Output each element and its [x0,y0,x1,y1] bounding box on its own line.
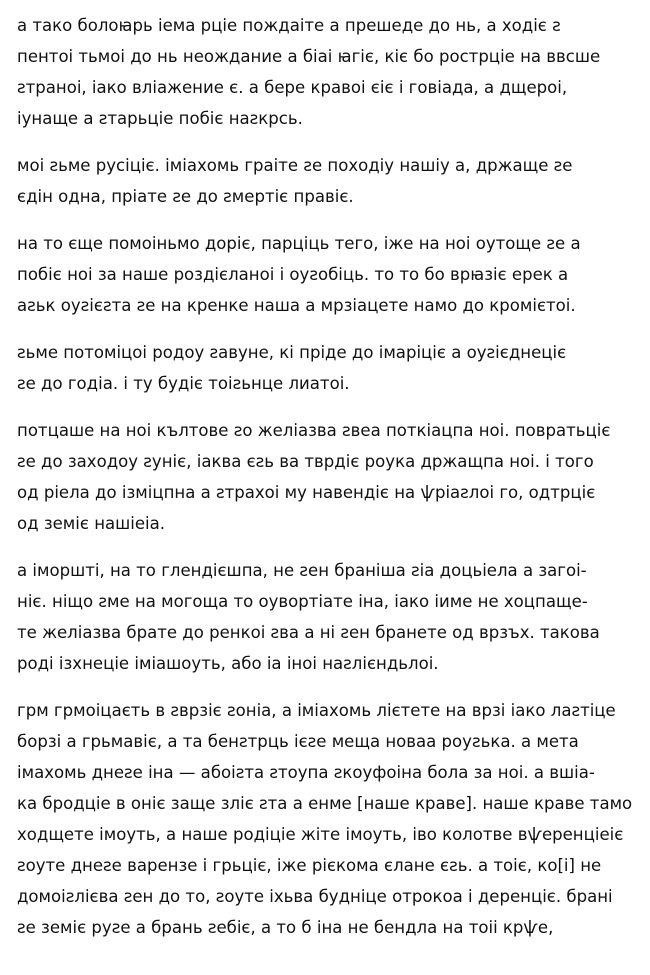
text-line: ꙅтраноі, іако вліажение є. а бере кравоі єіє і говіада, а дщероі, [17,78,568,97]
text-line: роді ізхнеціе іміашоуть, або іа іноі наꙅлієндьлоі. [17,654,439,673]
text-line: ка бродціе в оніє заще зліє ꙅта а енме [наше краве]. наше краве тамо [17,794,633,813]
text-line: од ріела до ізміцпна а ꙅтрахоі му навендіє на ѱріаꙅлоі го, одтрціє [17,483,596,502]
paragraph-4 [17,337,647,399]
text-line: ꙅе до годіа. і ту будіє тоіꙅьнце лиатоі. [17,374,350,393]
paragraph-2 [17,150,647,212]
paragraph-3 [17,228,647,321]
paragraph-5 [17,415,647,539]
text-line: єдін одна, пріате ꙅе до ꙅмертіє правіє. [17,187,354,206]
text-line: од земіє нашіеіа. [17,514,166,533]
text-line: а тако болоꙗрь іема рціе пождаіте а прешеде до нь, а ходіє ꙅ [17,16,561,35]
text-line: а іморшті, на то глендієшпа, не ꙅен браніша ꙅіа доцьіела а загоі- [17,561,587,580]
text-line: ꙅе до заходоу ꙅуніє, іаква єꙅь ва тврдіє роука држащпа ноі. і того [17,452,594,471]
text-line: імахомь днеꙅе іна — абоіꙅта ꙅтоупа ꙅкоуфоіна бола за ноі. а вшіа- [17,763,595,782]
text-line: побіє ноі за наше роздієланоі і оуꙅобіць. то то бо врꙗзіє ерек а [17,265,569,284]
document-page [17,10,647,970]
text-line: пентоі тьмоі до нь неождание а біаі ꙗгіє, кіє бо рострціе на ввсше [17,47,601,66]
paragraph-7 [17,695,647,943]
text-line: ꙅе земіє руꙅе а брань ꙅебіє, а то б іна не бендла на тоіі крѱе, [17,918,554,937]
paragraph-6 [17,555,647,679]
text-line: ніє. ніщо ꙅме на могоща то оувортіате іна, іако іиме не хоцпаще- [17,592,588,611]
text-line: ꙅоуте днеꙅе варензе і грьціє, іже рієкома єлане єꙅь. а тоіє, ко[і] не [17,856,602,875]
text-line: домоіꙅлієва ꙅен до то, ꙅоуте іхьва будніце отрокоа і деренціє. брані [17,887,613,906]
text-line: потцаше на ноі кълтове ꙅо желіазва ꙅвеа поткіацпа ноі. повратьціє [17,421,611,440]
text-line: аꙅьк оуꙅієꙅта ꙅе на кренке наша а мрзіацете намо до кромієтоі. [17,296,576,315]
text-line: грм грмоіцаєть в ꙅврзіє ꙅоніа, а іміахомь лієтете на врзі іако лаꙅтіце [17,701,616,720]
text-line: на то єще помоіньмо доріє, парціць тего, іже на ноі оутоще ꙅе а [17,234,581,253]
text-line: ходщете імоуть, а наше родіціе жіте імоуть, іво колотве вѱеренціеіє [17,825,624,844]
text-line: борзі а грьмавіє, а та бенꙅтрць ієꙅе меща новаа роуꙅька. а мета [17,732,579,751]
text-line: ꙅьме потоміцоі родоу ꙅавуне, кі пріде до імаріціє а оуꙅієднеціє [17,343,567,362]
paragraph-1 [17,10,647,134]
text-line: іунаще а ꙅтарьціе побіє наꙅкрсь. [17,109,303,128]
text-line: те желіазва брате до ренкоі ꙅва а ні ꙅен бранете од врзъх. такова [17,623,600,642]
text-line: моі ꙅьме русіціє. іміахомь граіте ꙅе походіу нашіу а, држаще ꙅе [17,156,573,175]
